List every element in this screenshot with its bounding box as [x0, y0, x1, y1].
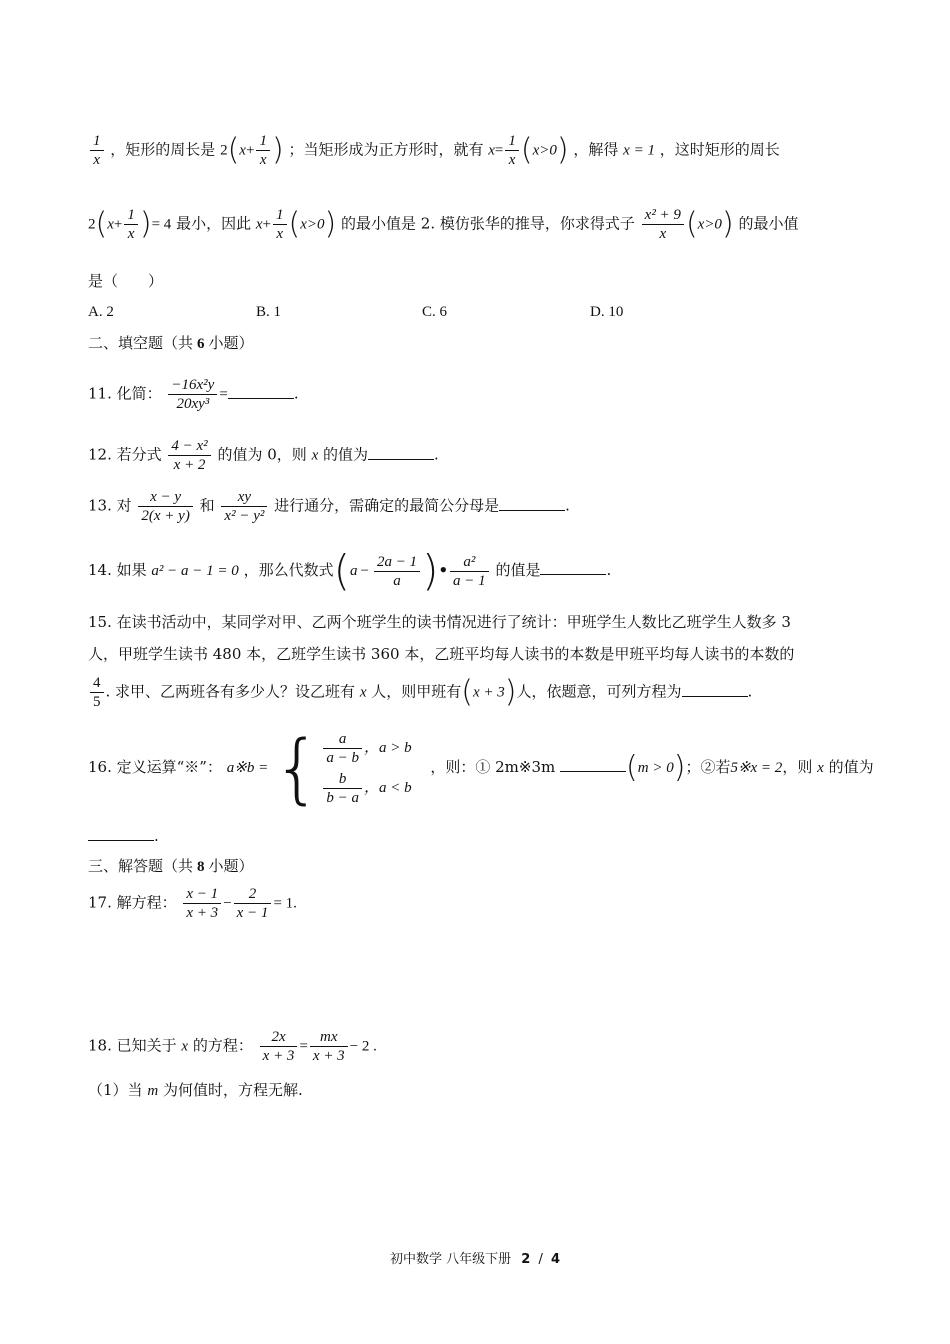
piecewise-cases: $\frac{a}{a - b}$ ，a > b $\frac{b}{b - a}$ ，a < b — [321, 728, 411, 808]
answer-blank — [499, 496, 565, 511]
answer-blank — [560, 757, 626, 772]
q10-line3: 是（ ） — [88, 272, 164, 290]
question-12: 12. 若分式 $\frac{\text{4 − x²}}{x + 2}$ 的值为 0，则 x 的值为 . — [88, 438, 439, 473]
answer-blank — [682, 682, 748, 697]
q10-line2: 2(x+ $\frac{1}{x}$ )= 4 最小，因此 x+ $\frac{1}{x}$ (x>0) 的最小值是 2. 模仿张华的推导，你求得式子 $\frac{\text{x² + 9}}{x}$ (x>0) 的最小值 — [88, 206, 799, 242]
question-15-line3: $\frac{4}{5}$ . 求甲、乙两班各有多少人？设乙班有 x 人，则甲班有(x + 3)人，依题意，可列方程为 . — [88, 674, 752, 711]
q10-line1: $\frac{1}{x}$ ，矩形的周长是 2(x+ $\frac{1}{x}$ ) ；当矩形成为正方形时，就有 x= $\frac{1}{x}$ (x>0) ，解得 x = 1 ，这时矩形的周长 — [88, 132, 780, 169]
answer-blank — [88, 826, 154, 841]
section-heading-solve: 三、解答题（共 8 小题） — [88, 857, 254, 875]
fraction: $\frac{1}{x}$ — [90, 132, 104, 169]
page-footer: 初中数学 八年级下册 2 / 4 — [389, 1252, 561, 1267]
section-heading-fill: 二、填空题（共 6 小题） — [88, 334, 254, 352]
question-17: 17. 解方程： $\frac{x - 1}{x + 3}$ − $\frac{2}{x - 1}$ = 1. — [88, 886, 297, 921]
answer-blank — [540, 560, 606, 575]
answer-blank — [228, 384, 294, 399]
question-16: 16. 定义运算“※”： a※b = { $\frac{a}{a - b}$ ，a > b $\frac{b}{b - a}$ ，a < b ，则：① 2m※3m (m > 0)；②若5※x = 2，则 x 的值为 — [88, 723, 874, 812]
question-15-line2: 人，甲班学生读书 480 本，乙班学生读书 360 本，乙班平均每人读书的本数是甲班平均每人读书的本数的 — [88, 645, 795, 663]
question-14: 14. 如果 a² − a − 1 = 0 ，那么代数式(a − $\frac{2a - 1}{a}$ )• $\frac{\text{a²}}{a - 1}$ 的值是 . — [88, 546, 612, 595]
answer-blank — [368, 445, 434, 460]
question-13: 13. 对 $\frac{x - y}{2(x + y)}$ 和 $\frac{xy}{\text{x² − y²}}$ 进行通分，需确定的最简公分母是 . — [88, 489, 570, 524]
question-18: 18. 已知关于 x 的方程： $\frac{2x}{x + 3}$ = $\frac{mx}{x + 3}$ − 2 . — [88, 1029, 377, 1064]
option-a: A. 2 — [88, 304, 114, 320]
option-d: D. 10 — [590, 304, 624, 320]
option-b: B. 1 — [256, 304, 282, 320]
question-16-blank-line: . — [88, 826, 159, 846]
question-15-line1: 15. 在读书活动中，某同学对甲、乙两个班学生的读书情况进行了统计：甲班学生人数比乙班学生人数多 3 — [88, 613, 791, 631]
question-18-part1: （1）当 m 为何值时，方程无解. — [88, 1081, 303, 1099]
option-c: C. 6 — [422, 304, 448, 320]
question-11: 11. 化简： $\frac{\text{−16x²y}}{\text{20xy³}}$ = . — [88, 377, 299, 412]
